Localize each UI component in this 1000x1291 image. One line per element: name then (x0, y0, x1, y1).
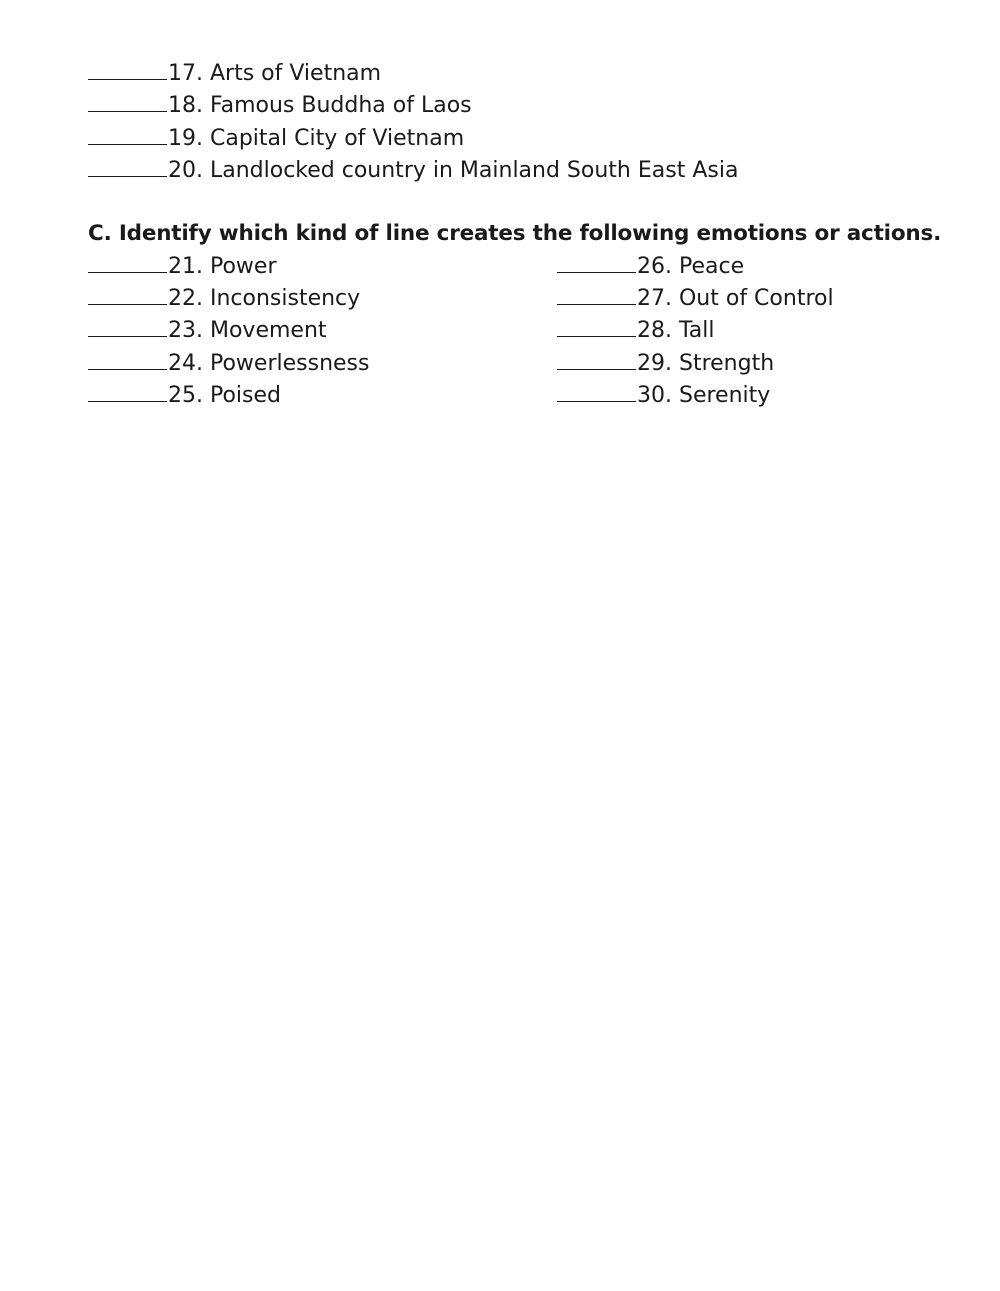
answer-blank[interactable] (88, 251, 167, 273)
question-item (88, 251, 277, 282)
question-text: 25. Poised (168, 383, 281, 408)
answer-blank[interactable] (557, 380, 636, 402)
question-item (88, 315, 327, 346)
question-text: 18. Famous Buddha of Laos (168, 93, 472, 118)
question-item (88, 123, 464, 154)
question-text: 28. Tall (637, 318, 715, 343)
answer-blank[interactable] (88, 123, 167, 145)
question-text: 27. Out of Control (637, 286, 834, 311)
question-text: 30. Serenity (637, 383, 771, 408)
question-item (557, 283, 834, 314)
question-item (88, 283, 360, 314)
question-text: 26. Peace (637, 254, 745, 279)
answer-blank[interactable] (557, 315, 636, 337)
answer-blank[interactable] (88, 58, 167, 80)
answer-blank[interactable] (557, 283, 636, 305)
answer-blank[interactable] (88, 90, 167, 112)
question-text: 21. Power (168, 254, 277, 279)
question-text: 22. Inconsistency (168, 286, 361, 311)
question-item (557, 315, 714, 346)
question-text: 17. Arts of Vietnam (168, 61, 382, 86)
answer-blank[interactable] (88, 315, 167, 337)
question-item (557, 380, 770, 411)
question-text: 29. Strength (637, 351, 775, 376)
question-item (88, 348, 369, 379)
answer-blank[interactable] (88, 283, 167, 305)
answer-blank[interactable] (88, 348, 167, 370)
question-item (88, 380, 281, 411)
answer-blank[interactable] (557, 348, 636, 370)
answer-blank[interactable] (88, 380, 167, 402)
question-text: 23. Movement (168, 318, 327, 343)
answer-blank[interactable] (88, 155, 167, 177)
question-text: 24. Powerlessness (168, 351, 370, 376)
question-item (88, 155, 738, 186)
question-text: 20. Landlocked country in Mainland South East Asia (168, 158, 739, 183)
section-c-heading: C. Identify which kind of line creates the following emotions or actions. (88, 221, 942, 246)
question-item (557, 348, 774, 379)
answer-blank[interactable] (557, 251, 636, 273)
question-item (557, 251, 744, 282)
question-item (88, 58, 381, 89)
question-text: 19. Capital City of Vietnam (168, 126, 465, 151)
question-item (88, 90, 472, 121)
